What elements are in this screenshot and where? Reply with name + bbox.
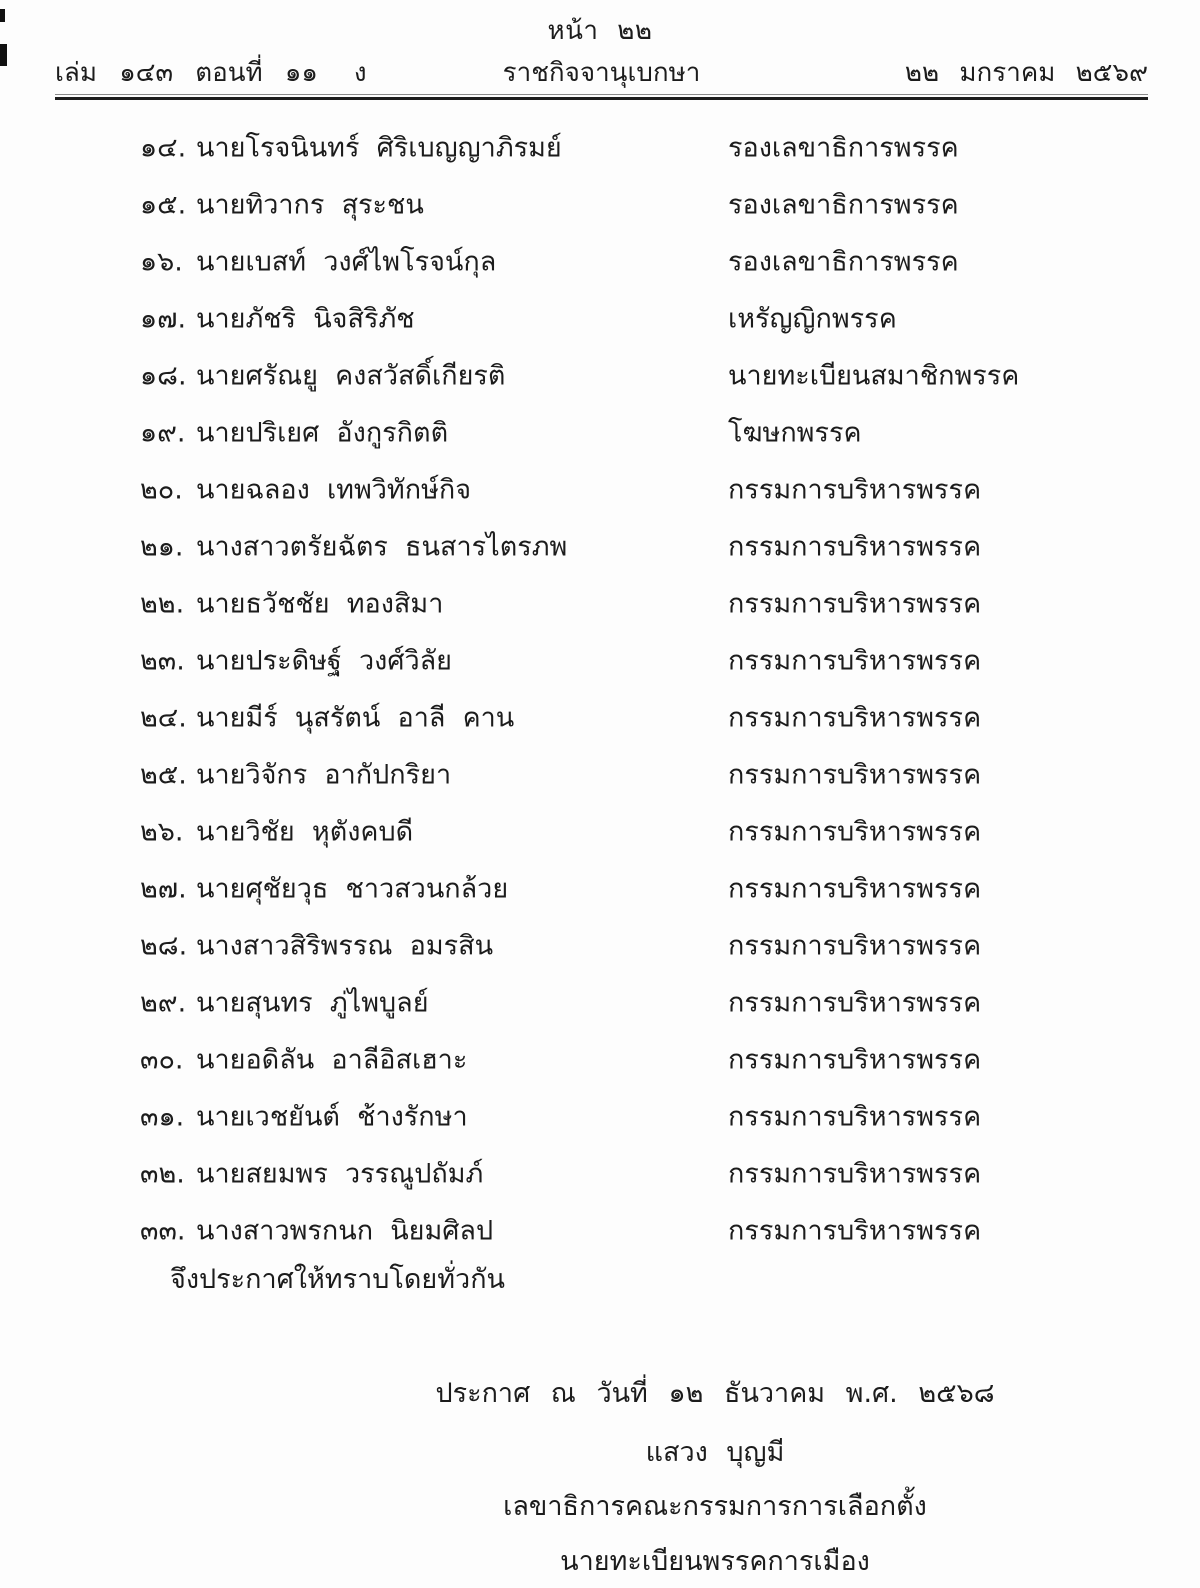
item-position: นายทะเบียนสมาชิกพรรค [728,360,1020,391]
item-name: นายวิจักร อากัปกริยา [196,759,452,790]
item-name: นายสยมพร วรรณูปถัมภ์ [196,1158,484,1189]
item-position: รองเลขาธิการพรรค [728,132,959,163]
item-position: รองเลขาธิการพรรค [728,246,959,277]
item-position: กรรมการบริหารพรรค [728,930,982,961]
roster-row [0,232,1200,289]
item-number: ๑๗. [140,303,187,334]
masthead [55,54,1148,90]
item-number: ๓๑. [140,1101,185,1132]
roster-row [0,517,1200,574]
item-position: โฆษกพรรค [728,417,862,448]
item-number: ๒๗. [140,873,187,904]
roster-row [0,631,1200,688]
roster-row [0,1201,1200,1258]
roster-row [0,460,1200,517]
item-name: นายเบสท์ วงศ์ไพโรจน์กุล [196,246,497,277]
item-number: ๒๑. [140,531,184,562]
item-position: กรรมการบริหารพรรค [728,702,982,733]
announcement-date: ประกาศ ณ วันที่ ๑๒ ธันวาคม พ.ศ. ๒๕๖๘ [435,1378,995,1409]
item-number: ๒๘. [140,930,188,961]
masthead-date: ๒๒ มกราคม ๒๕๖๙ [904,57,1148,88]
roster-row [0,346,1200,403]
roster-row [0,289,1200,346]
roster-row [0,859,1200,916]
roster-row [0,1144,1200,1201]
item-name: นายปริเยศ อังกูรกิตติ [196,417,449,448]
item-name: นายศรัณยู คงสวัสดิ์เกียรติ [196,360,506,391]
item-position: กรรมการบริหารพรรค [728,1101,982,1132]
item-name: นายศุชัยวุธ ชาวสวนกล้วย [196,873,509,904]
item-position: กรรมการบริหารพรรค [728,474,982,505]
item-number: ๑๘. [140,360,187,391]
item-name: นายสุนทร ภู่ไพบูลย์ [196,987,429,1018]
section-label: ง [353,57,367,88]
item-position: กรรมการบริหารพรรค [728,873,982,904]
item-name: นายอดิลัน อาลีอิสเฮาะ [196,1044,468,1075]
page-number: หน้า ๒๒ [547,16,653,46]
roster-row [0,403,1200,460]
item-number: ๑๕. [140,189,187,220]
item-position: กรรมการบริหารพรรค [728,816,982,847]
gazette-title: ราชกิจจานุเบกษา [502,57,701,88]
header-rule [55,94,1148,101]
item-number: ๑๔. [140,132,187,163]
item-name: นายธวัชชัย ทองสิมา [196,588,444,619]
item-number: ๓๓. [140,1215,186,1246]
item-position: กรรมการบริหารพรรค [728,645,982,676]
item-name: นายฉลอง เทพวิทักษ์กิจ [196,474,472,505]
item-name: นายประดิษฐ์ วงศ์วิลัย [196,645,452,676]
item-position: กรรมการบริหารพรรค [728,531,982,562]
item-number: ๓๐. [140,1044,184,1075]
item-position: กรรมการบริหารพรรค [728,1215,982,1246]
signer-title-2: นายทะเบียนพรรคการเมือง [560,1546,870,1577]
item-number: ๒๙. [140,987,187,1018]
roster-row [0,745,1200,802]
item-position: รองเลขาธิการพรรค [728,189,959,220]
item-number: ๒๔. [140,702,187,733]
item-position: กรรมการบริหารพรรค [728,987,982,1018]
roster-row [0,175,1200,232]
item-number: ๒๖. [140,816,184,847]
volume-label: เล่ม ๑๔๓ [55,57,174,88]
item-name: นายโรจนินทร์ ศิริเบญญาภิรมย์ [196,132,562,163]
roster-row [0,118,1200,175]
item-number: ๒๕. [140,759,187,790]
item-number: ๓๒. [140,1158,185,1189]
item-name: นายทิวากร สุระชน [196,189,424,220]
roster-row [0,688,1200,745]
item-name: นายภัชริ นิจสิริภัช [196,303,415,334]
item-name: นายมีร์ นุสรัตน์ อาลี คาน [196,702,515,733]
item-position: กรรมการบริหารพรรค [728,759,982,790]
roster-row [0,1030,1200,1087]
closing-statement: จึงประกาศให้ทราบโดยทั่วกัน [170,1263,505,1295]
roster-row [0,973,1200,1030]
signer-name: แสวง บุญมี [645,1437,785,1468]
item-position: เหรัญญิกพรรค [728,303,897,334]
item-position: กรรมการบริหารพรรค [728,1044,982,1075]
item-position: กรรมการบริหารพรรค [728,1158,982,1189]
roster-row [0,574,1200,631]
item-name: นายวิชัย หุตังคบดี [196,816,414,847]
item-number: ๒๒. [140,588,185,619]
item-name: นางสาวพรกนก นิยมศิลป [196,1215,494,1246]
part-label: ตอนที่ ๑๑ [195,57,318,88]
item-name: นายเวชยันต์ ช้างรักษา [196,1101,468,1132]
item-name: นางสาวตรัยฉัตร ธนสารไตรภพ [196,531,568,562]
roster-row [0,802,1200,859]
item-name: นางสาวสิริพรรณ อมรสิน [196,930,494,961]
item-number: ๒๓. [140,645,185,676]
item-position: กรรมการบริหารพรรค [728,588,982,619]
item-number: ๑๙. [140,417,186,448]
signer-title-1: เลขาธิการคณะกรรมการการเลือกตั้ง [503,1491,927,1522]
roster-row [0,1087,1200,1144]
item-number: ๑๖. [140,246,183,277]
roster-row [0,916,1200,973]
roster-list [0,118,1200,1258]
item-number: ๒๐. [140,474,183,505]
